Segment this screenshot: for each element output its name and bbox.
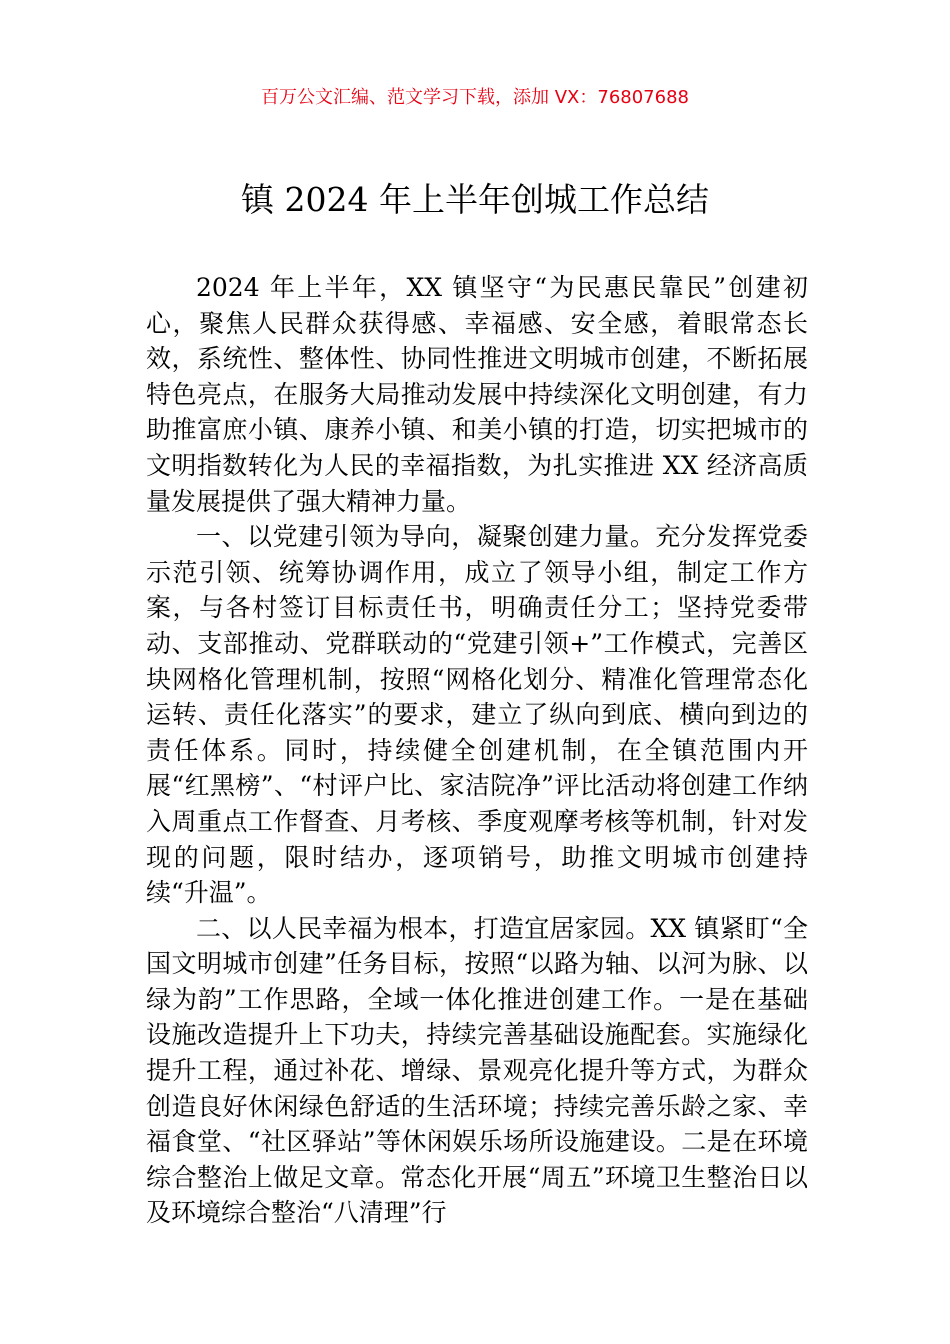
watermark-banner: 百万公文汇编、范文学习下载，添加 VX：76807688: [261, 87, 689, 108]
paragraph-section-1: 一、以党建引领为导向，凝聚创建力量。充分发挥党委示范引领、统筹协调作用，成立了领导小组，制定工作方案，与各村签订目标责任书，明确责任分工；坚持党委带动、支部推动、党群联动的“党建引领+”工作模式，完善区块网格化管理机制，按照“网格化划分、精准化管理常态化运转、责任化落实”的要求，建立了纵向到底、横向到边的责任体系。同时，持续健全创建机制，在全镇范围内开展“红黑榜”、“村评户比、家洁院净”评比活动将创建工作纳入周重点工作督查、月考核、季度观摩考核等机制，针对发现的问题，限时结办，逐项销号，助推文明城市创建持续“升温”。: [146, 522, 808, 908]
document-body: [146, 270, 808, 1231]
paragraph-section-2: 二、以人民幸福为根本，打造宜居家园。XX 镇紧盯“全国文明城市创建”任务目标，按照“以路为轴、以河为脉、以绿为韵”工作思路，全域一体化推进创建工作。一是在基础设施改造提升上下功夫，持续完善基础设施配套。实施绿化提升工程，通过补花、增绿、景观亮化提升等方式，为群众创造良好休闲绿色舒适的生活环境；持续完善乐龄之家、幸福食堂、“社区驿站”等休闲娱乐场所设施建设。二是在环境综合整治上做足文章。常态化开展“周五”环境卫生整治日以及环境综合整治“八清理”行: [146, 913, 808, 1228]
document-title: 镇 2024 年上半年创城工作总结: [241, 180, 709, 219]
paragraph-intro: 2024 年上半年，XX 镇坚守“为民惠民靠民”创建初心，聚焦人民群众获得感、幸福感、安全感，着眼常态长效，系统性、整体性、协同性推进文明城市创建，不断拓展特色亮点，在服务大局推动发展中持续深化文明创建，有力助推富庶小镇、康养小镇、和美小镇的打造，切实把城市的文明指数转化为人民的幸福指数，为扎实推进 XX 经济高质量发展提供了强大精神力量。: [146, 273, 808, 516]
